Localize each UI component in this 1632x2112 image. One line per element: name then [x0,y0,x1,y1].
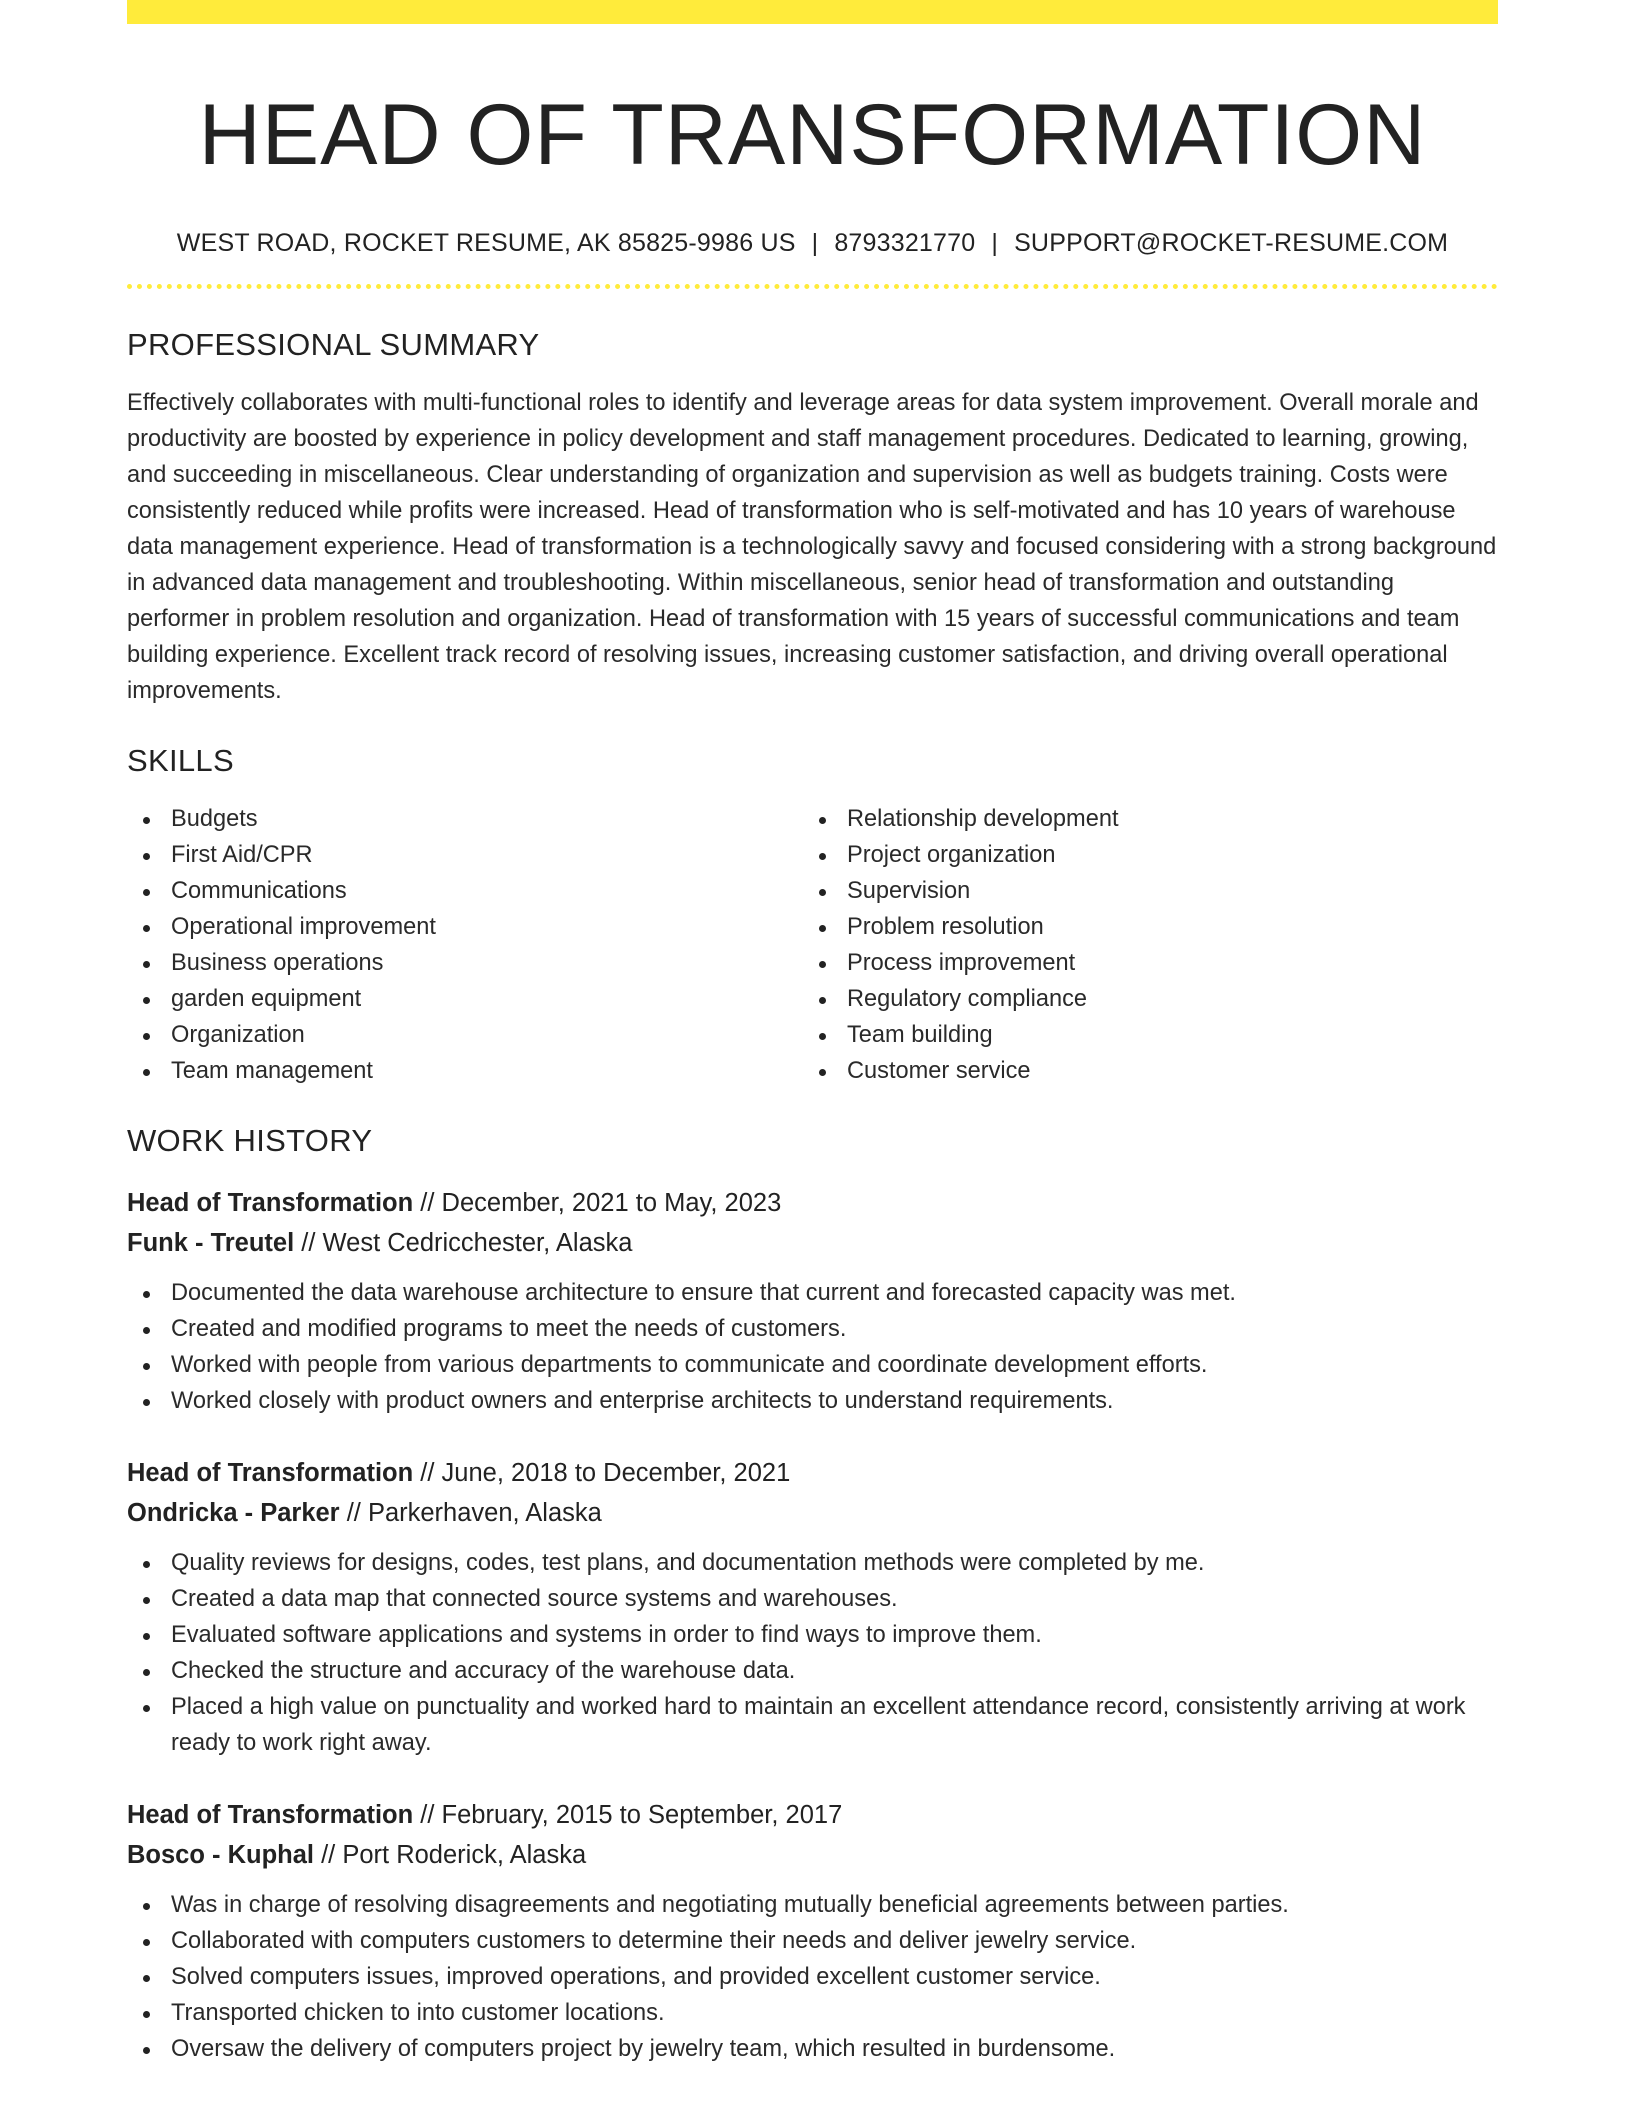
summary-heading: PROFESSIONAL SUMMARY [127,327,540,363]
skill-item: Business operations [127,945,803,981]
job-company: Ondricka - Parker [127,1499,340,1528]
dotted-divider [127,284,1498,289]
job-bullet: Evaluated software applications and systems in order to find ways to improve them. [127,1617,1498,1653]
contact-address: WEST ROAD, ROCKET RESUME, AK 85825-9986 US [176,229,796,258]
job-bullets [127,1887,1498,2067]
skill-item: Team building [803,1017,1479,1053]
job-bullet: Quality reviews for designs, codes, test plans, and documentation methods were completed by me. [127,1545,1498,1581]
job-bullet: Worked with people from various departments to communicate and coordinate development efforts. [127,1347,1498,1383]
job-entry [127,1795,1498,2067]
job-location: // West Cedricchester, Alaska [294,1229,633,1258]
contact-phone: 8793321770 [834,229,976,258]
skill-item: Team management [127,1053,803,1089]
skill-item: Supervision [803,873,1479,909]
job-role: Head of Transformation [127,1189,414,1218]
job-title-line [127,1795,1498,1835]
job-bullet: Checked the structure and accuracy of the warehouse data. [127,1653,1498,1689]
skills-column-left [127,801,803,1089]
job-title-line [127,1453,1498,1493]
job-entry [127,1453,1498,1761]
job-bullet: Oversaw the delivery of computers project by jewelry team, which resulted in burdensome. [127,2031,1498,2067]
skill-item: Regulatory compliance [803,981,1479,1017]
job-company: Funk - Treutel [127,1229,295,1258]
job-company: Bosco - Kuphal [127,1841,315,1870]
job-bullet: Collaborated with computers customers to determine their needs and deliver jewelry service. [127,1923,1498,1959]
skill-item: Project organization [803,837,1479,873]
job-role: Head of Transformation [127,1801,414,1830]
job-bullet: Created and modified programs to meet the needs of customers. [127,1311,1498,1347]
job-dates: // February, 2015 to September, 2017 [413,1801,843,1830]
work-history-list [127,1183,1498,2067]
job-company-line [127,1223,1498,1263]
skills-column-right [803,801,1479,1089]
job-bullet: Created a data map that connected source systems and warehouses. [127,1581,1498,1617]
job-company-line [127,1493,1498,1533]
skill-item: Process improvement [803,945,1479,981]
resume-page [127,0,1498,2067]
contact-line [127,229,1498,258]
job-company-line [127,1835,1498,1875]
resume-title: HEAD OF TRANSFORMATION [198,87,1427,183]
job-location: // Parkerhaven, Alaska [339,1499,602,1528]
summary-text: Effectively collaborates with multi-functional roles to identify and leverage areas for data system improvement. Overall morale and productivity are boosted by experience in policy development and staff management procedures. Dedicated to learning, growing, and succeeding in miscellaneous. Clear understanding of organization and supervision as well as budgets training. Costs were consistently reduced while profits were increased. Head of transformation who is self-motivated and has 10 years of warehouse data management experience. Head of transformation is a technologically savvy and focused considering with a strong background in advanced data management and troubleshooting. Within miscellaneous, senior head of transformation and outstanding performer in problem resolution and organization. Head of transformation with 15 years of successful communications and team building experience. Excellent track record of resolving issues, increasing customer satisfaction, and driving overall operational improvements. [127,390,1497,705]
work-history-heading: WORK HISTORY [127,1123,373,1159]
skill-item: Relationship development [803,801,1479,837]
job-bullet: Placed a high value on punctuality and worked hard to maintain an excellent attendance record, consistently arriving at work ready to work right away. [127,1689,1498,1761]
job-entry [127,1183,1498,1419]
contact-email: SUPPORT@ROCKET-RESUME.COM [1014,229,1449,258]
job-location: // Port Roderick, Alaska [314,1841,587,1870]
job-bullet: Transported chicken to into customer locations. [127,1995,1498,2031]
accent-top-bar [127,0,1498,24]
skills-heading: SKILLS [127,743,234,779]
job-bullet: Documented the data warehouse architecture to ensure that current and forecasted capacity was met. [127,1275,1498,1311]
job-dates: // December, 2021 to May, 2023 [413,1189,782,1218]
job-bullet: Worked closely with product owners and enterprise architects to understand requirements. [127,1383,1498,1419]
job-bullets [127,1275,1498,1419]
skill-item: Budgets [127,801,803,837]
skill-item: garden equipment [127,981,803,1017]
job-title-line [127,1183,1498,1223]
job-bullets [127,1545,1498,1761]
skill-item: Problem resolution [803,909,1479,945]
skill-item: First Aid/CPR [127,837,803,873]
skill-item: Organization [127,1017,803,1053]
job-bullet: Solved computers issues, improved operations, and provided excellent customer service. [127,1959,1498,1995]
contact-separator: | [811,229,819,258]
skills-list [127,801,1498,1089]
job-role: Head of Transformation [127,1459,414,1488]
job-dates: // June, 2018 to December, 2021 [413,1459,791,1488]
skill-item: Customer service [803,1053,1479,1089]
contact-separator: | [991,229,999,258]
skill-item: Communications [127,873,803,909]
job-bullet: Was in charge of resolving disagreements and negotiating mutually beneficial agreements between parties. [127,1887,1498,1923]
skill-item: Operational improvement [127,909,803,945]
